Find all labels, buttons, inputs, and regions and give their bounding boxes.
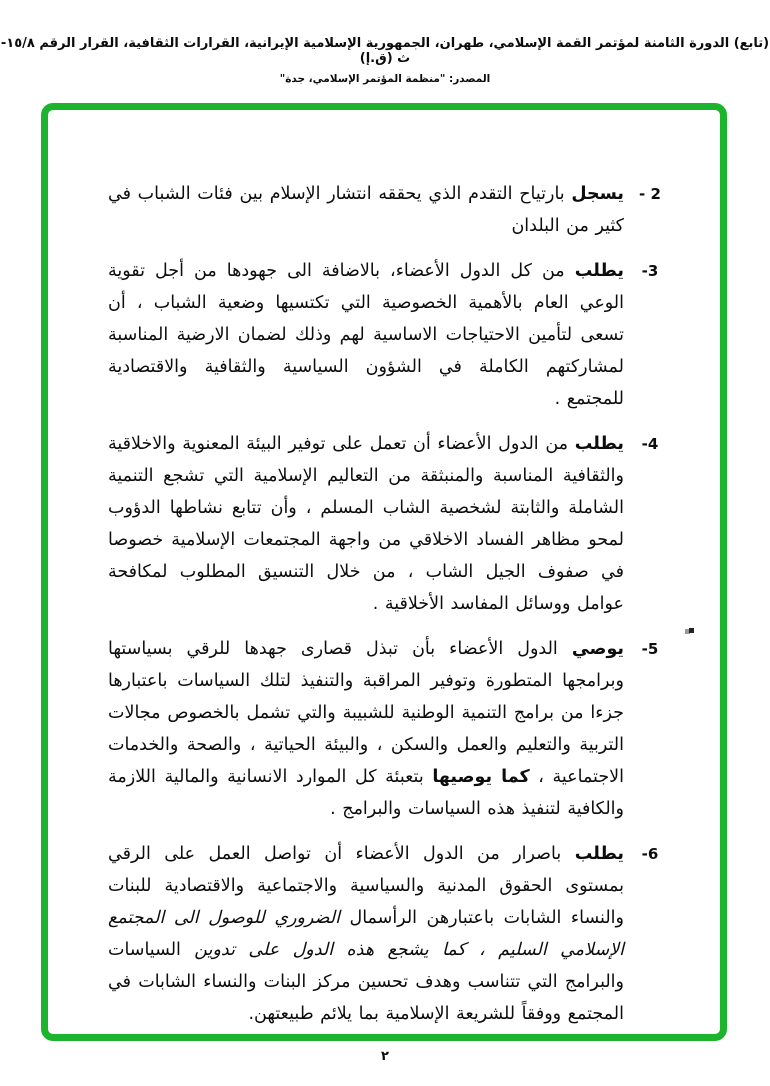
item-number: 2 - <box>639 185 661 203</box>
item-text: يسجل بارتياح التقدم الذي يحققه انتشار الإسلام بين فئات الشباب في كثير من البلدان <box>108 184 624 236</box>
resolution-items <box>48 110 720 1034</box>
item-text: يطلب من الدول الأعضاء أن تعمل على توفير البيئة المعنوية والاخلاقية والثقافية المناسبة والمنبثقة من التعاليم الإسلامية التي تشجع التنمية الشاملة والثابتة لشخصية الشاب المسلم ، وأن تتابع نشاطها الدؤوب لمحو مظاهر الفساد الاخلاقي من واجهة المجتمعات الإسلامية خصوصا في صفوف الجيل الشاب ، من خلال التنسيق المطلوب لمكافحة عوامل ووسائل المفاسد الأخلاقية . <box>108 434 624 614</box>
item-text: يطلب من كل الدول الأعضاء، بالاضافة الى جهودها من أجل تقوية الوعي العام بالأهمية الخصوصية التي تكتسيها وضعية الشباب ، أن تسعى لتأمين الاحتياجات الاساسية لهم وذلك لضمان الارضية المناسبة لمشاركتهم الكاملة في الشؤون السياسية والثقافية والاقتصادية للمجتمع . <box>108 261 624 409</box>
item-text: يوصي الدول الأعضاء بأن تبذل قصارى جهدها للرقي بسياستها وبرامجها المتطورة وتوفير المراقبة والتنفيذ لتلك السياسات باعتبارها جزءا من برامج التنمية الوطنية للشبيبة والتي تشمل بالخصوص مجالات التربية والتعليم والعمل والسكن ، والبيئة الحياتية ، والصحة والخدمات الاجتماعية ، كما يوصيها بتعبئة كل الموارد الانسانية والمالية اللازمة والكافية لتنفيذ هذه السياسات والبرامج . <box>108 639 624 819</box>
resolution-item <box>108 838 668 1030</box>
green-border-frame <box>41 103 727 1041</box>
item-text: يطلب باصرار من الدول الأعضاء أن تواصل العمل على الرقي بمستوى الحقوق المدنية والسياسية والاجتماعية والاقتصادية للبنات والنساء الشابات باعتبارهن الرأسمال الضروري للوصول الى المجتمع الإسلامي السليم ، كما يشجع هذه الدول على تدوين السياسات والبرامج التي تتناسب وهدف تحسين مركز البنات والنساء الشابات في المجتمع ووفقاً للشريعة الإسلامية بما يلائم طبيعتهن. <box>108 844 624 1024</box>
item-number: 6- <box>641 845 659 863</box>
resolution-item <box>108 633 668 825</box>
item-number: 4- <box>641 435 659 453</box>
document-title: (تابع) الدورة الثامنة لمؤتمر القمة الإسلامي، طهران، الجمهورية الإسلامية الإيرانية، القرارات الثقافية، القرار الرقم ١٥/٨-ث (ق.إ) <box>0 36 770 66</box>
page-number: ٢ <box>381 1049 389 1064</box>
page-header <box>0 36 770 85</box>
item-number: 5- <box>641 640 659 658</box>
scan-artifact-mark <box>689 628 694 633</box>
item-number: 3- <box>641 262 659 280</box>
resolution-item <box>108 428 668 620</box>
resolution-item <box>108 255 668 415</box>
resolution-item <box>108 178 668 242</box>
source-line: المصدر: "منظمة المؤتمر الإسلامي، جدة" <box>279 73 491 85</box>
